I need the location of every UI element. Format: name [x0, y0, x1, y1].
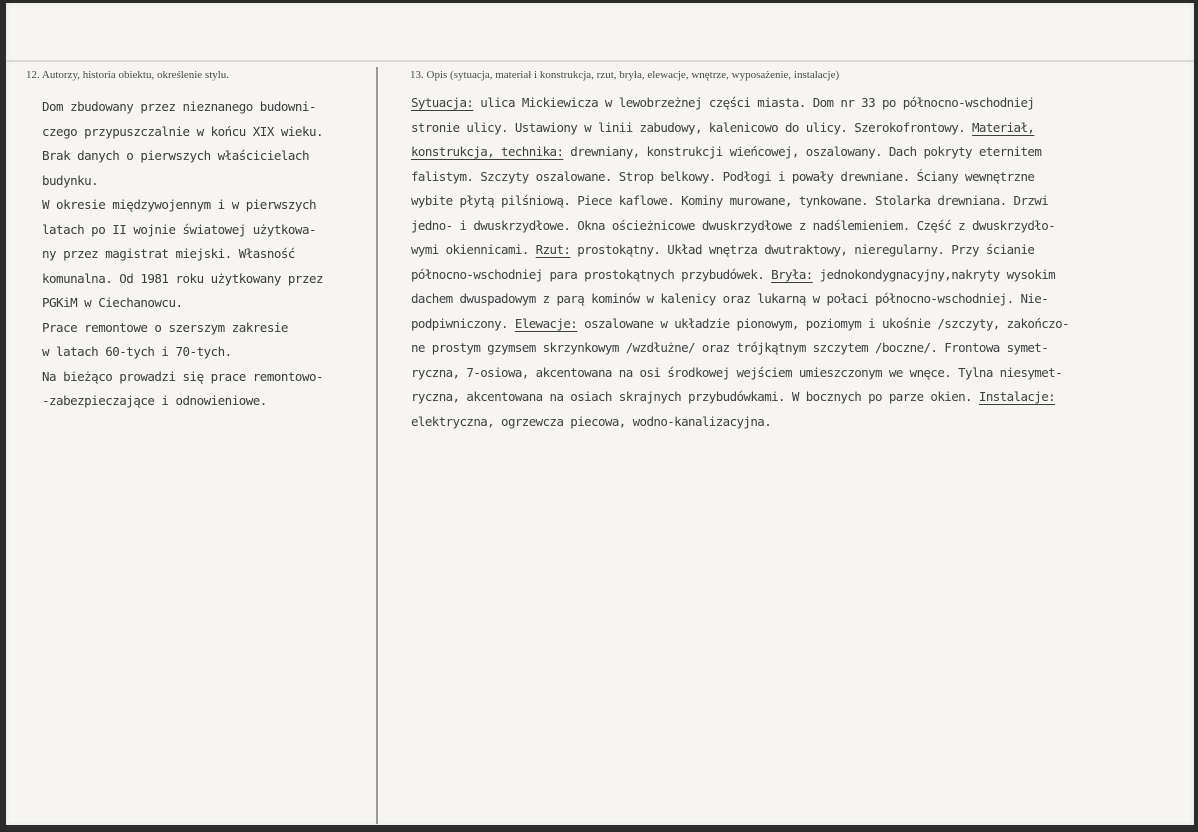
history-line: Dom zbudowany przez nieznanego budowni-	[42, 99, 316, 114]
history-line: czego przypuszczalnie w końcu XIX wieku.	[42, 123, 324, 139]
description-fragment: elektryczna, ogrzewcza piecowa, wodno-kanalizacyjna.	[411, 413, 772, 429]
description-line	[411, 140, 1191, 165]
section-13-heading: 13. Opis (sytuacja, materiał i konstrukcja, rzut, bryła, elewacje, wnętrze, wyposażenie, instalacje)	[410, 69, 840, 81]
description-line	[411, 263, 1191, 288]
description-fragment: jednokondygnacyjny,nakryty wysokim	[812, 266, 1056, 282]
description-fragment: prostokątny. Układ wnętrza dwutraktowy, nieregularny. Przy ścianie	[570, 242, 1035, 257]
description-fragment: jedno- i dwuskrzydłowe. Okna ościeżnicowe dwuskrzydłowe z nadślemieniem. Część z dwuskrzydło-	[411, 217, 1056, 233]
history-line: komunalna. Od 1981 roku użytkowany przez	[42, 270, 324, 286]
description-line	[411, 336, 1191, 361]
history-line: W okresie międzywojennym i w pierwszych	[42, 197, 316, 212]
description-line	[411, 385, 1191, 410]
section-label: Materiał,	[971, 119, 1035, 135]
description-fragment: wybite płytą pilśniową. Piece kaflowe. Kominy murowane, tynkowane. Stolarka drewniana. Drzwi	[411, 193, 1049, 208]
history-line: latach po II wojnie światowej użytkowa-	[42, 221, 316, 237]
section-label: Sytuacja:	[411, 95, 474, 110]
description-fragment: wymi okiennicami.	[411, 242, 536, 257]
history-line: budynku.	[42, 172, 99, 188]
history-line: ny przez magistrat miejski. Własność	[42, 246, 295, 261]
history-line: Prace remontowe o szerszym zakresie	[42, 319, 288, 335]
description-line	[411, 214, 1191, 239]
section-label: Instalacje:	[978, 389, 1056, 404]
description-line	[411, 361, 1191, 386]
description-line	[411, 287, 1191, 312]
description-line	[411, 116, 1191, 141]
section-label: Rzut:	[535, 242, 571, 257]
description-fragment: falistym. Szczyty oszalowane. Strop belkowy. Podłogi i powały drewniane. Ściany wewnętrzne	[411, 168, 1035, 184]
description-fragment: stronie ulicy. Ustawiony w linii zabudowy, kalenicowo do ulicy. Szerokofrontowy.	[411, 119, 972, 135]
description-line	[411, 238, 1191, 263]
description-line	[411, 312, 1191, 337]
section-label: konstrukcja, technika:	[411, 144, 564, 159]
section-label: Bryła:	[771, 266, 813, 282]
description-fragment: północno-wschodniej para prostokątnych przybudówek.	[411, 266, 772, 282]
description-fragment: oszalowane w układzie pionowym, poziomym i ukośnie /szczyty, zakończo-	[577, 315, 1069, 331]
description-text	[411, 91, 1191, 434]
description-fragment: ne prostym gzymsem skrzynkowym /wzdłużne/ oraz trójkątnym szczytem /boczne/. Frontowa symet-	[411, 340, 1049, 355]
section-12-heading: 12. Autorzy, historia obiektu, określenie stylu.	[26, 69, 230, 81]
description-fragment: podpiwniczony.	[411, 315, 515, 331]
history-line: -zabezpieczające i odnowieniowe.	[42, 393, 267, 408]
description-line	[411, 189, 1191, 214]
history-line: Brak danych o pierwszych właścicielach	[42, 148, 309, 163]
section-label: Elewacje:	[514, 315, 578, 331]
description-fragment: ryczna, akcentowana na osiach skrajnych przybudówkami. W bocznych po parze okien.	[411, 389, 979, 404]
description-line	[411, 410, 1191, 435]
header-rule	[6, 60, 1194, 62]
description-fragment: ryczna, 7-osiowa, akcentowana na osi środkowej wejściem umieszczonym we wnęce. Tylna niesymet-	[411, 364, 1063, 380]
description-fragment: ulica Mickiewicza w lewobrzeżnej części miasta. Dom nr 33 po północno-wschodniej	[473, 95, 1035, 110]
description-line	[411, 165, 1191, 190]
history-line: Na bieżąco prowadzi się prace remontowo-	[42, 368, 324, 384]
description-fragment: drewniany, konstrukcji wieńcowej, oszalowany. Dach pokryty eternitem	[563, 144, 1042, 159]
document-sheet	[6, 3, 1194, 825]
history-line: w latach 60-tych i 70-tych.	[42, 344, 232, 359]
description-line	[411, 91, 1191, 116]
history-text	[42, 95, 382, 414]
history-line: PGKiM w Ciechanowcu.	[42, 295, 183, 310]
description-fragment: dachem dwuspadowym z parą kominów w kalenicy oraz lukarną w połaci północno-wschodniej. Nie-	[411, 291, 1049, 306]
